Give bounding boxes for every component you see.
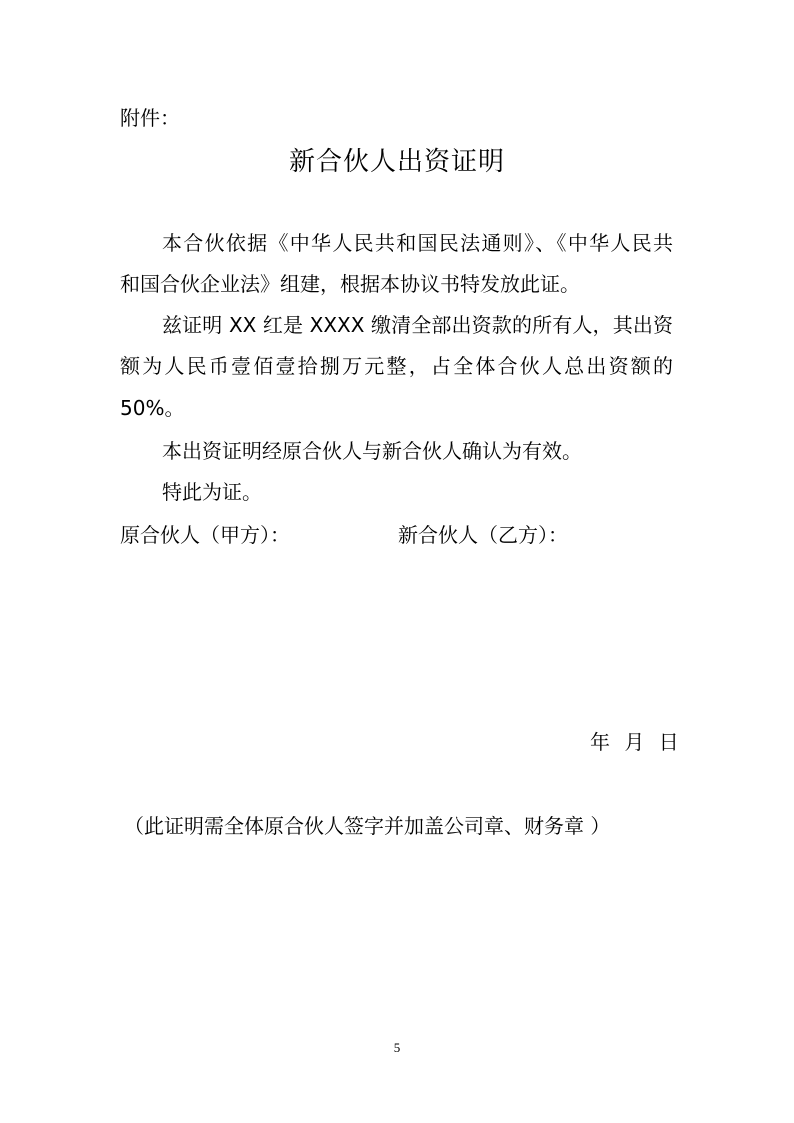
- page-number: 5: [393, 1040, 401, 1055]
- paragraph-4: 特此为证。: [162, 480, 262, 504]
- new-partner-signature-label: 新合伙人（乙方）：: [398, 523, 568, 547]
- paragraph-2-line-3: 50%。: [120, 396, 185, 420]
- original-partner-signature-label: 原合伙人（甲方）：: [120, 523, 290, 547]
- paragraph-2-line-1: 兹证明 XX 红是 XXXX 缴清全部出资款的所有人，其出资: [162, 313, 673, 337]
- date-line: 年 月 日: [590, 730, 679, 754]
- paragraph-1-line-2: 和国合伙企业法》组建，根据本协议书特发放此证。: [120, 272, 580, 296]
- paragraph-3: 本出资证明经原合伙人与新合伙人确认为有效。: [162, 439, 582, 463]
- paragraph-1-line-1: 本合伙依据《中华人民共和国民法通则》、《中华人民共: [162, 231, 673, 255]
- document-title: 新合伙人出资证明: [288, 147, 505, 177]
- paragraph-2-line-2: 额为人民币壹佰壹拾捌万元整，占全体合伙人总出资额的: [120, 354, 673, 378]
- signature-note: （此证明需全体原合伙人签字并加盖公司章、财务章 ）: [124, 814, 611, 838]
- attachment-label: 附件：: [120, 106, 180, 130]
